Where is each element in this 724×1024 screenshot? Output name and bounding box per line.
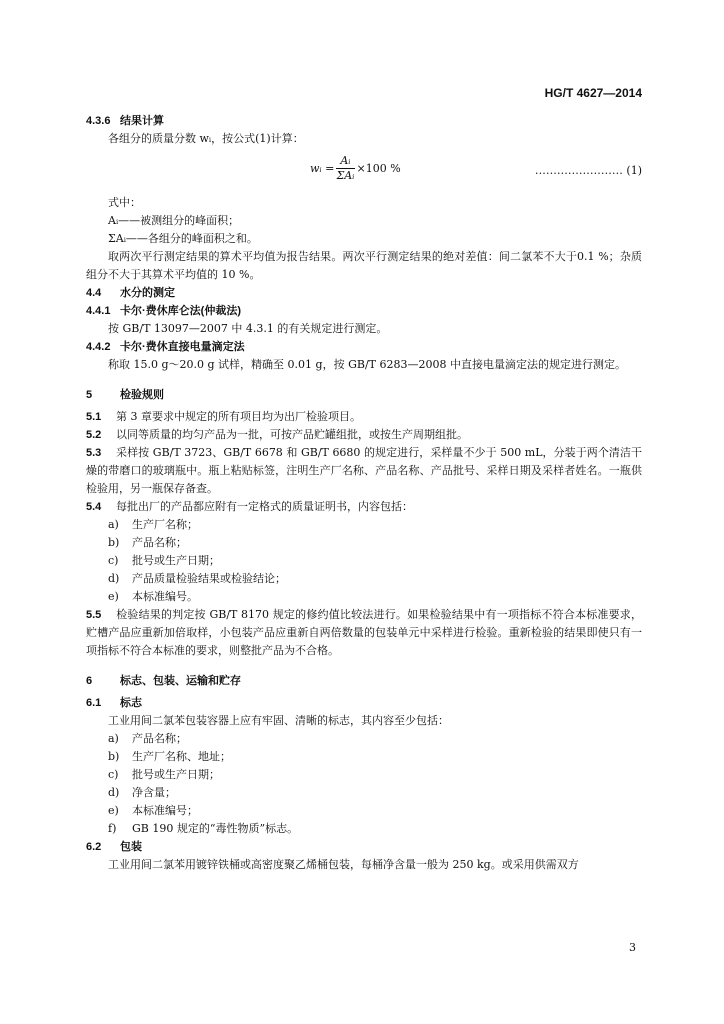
paragraph: 工业用间二氯苯包装容器上应有牢固、清晰的标志，其内容至少包括： — [108, 714, 449, 727]
definition-item: ΣAᵢ——各组分的峰面积之和。 — [108, 232, 258, 245]
clause-number: 5.4 — [86, 501, 102, 513]
section-title: 结果计算 — [120, 115, 164, 127]
clause-number: 5.5 — [86, 609, 102, 621]
clause-text: 每批出厂的产品都应附有一定格式的质量证明书，内容包括： — [116, 500, 413, 513]
list-item: d) 产品质量检验结果或检验结论； — [108, 572, 286, 585]
section-title: 检验规则 — [120, 389, 164, 401]
section-title: 包装 — [120, 841, 142, 853]
standard-number: HG/T 4627—2014 — [544, 86, 642, 100]
section-heading-4-4 — [86, 284, 642, 302]
section-heading-6-2 — [86, 838, 642, 856]
section-heading-4-4-1 — [86, 302, 642, 320]
paragraph: 取两次平行测定结果的算术平均值为报告结果。两次平行测定结果的绝对差值：间二氯苯不大于0.1 %；杂质组分不大于其算术平均值的 10 %。 — [86, 250, 642, 281]
section-number: 6.1 — [86, 697, 102, 709]
clause-text: 采样按 GB/T 3723、GB/T 6678 和 GB/T 6680 的规定进行，采样量不少于 500 mL，分装于两个清洁干燥的带磨口的玻璃瓶中。瓶上粘贴标签，注明生产厂名称、产品名称、产品批号、采样日期及采样者姓名。一瓶供检验用，另一瓶保存备查。 — [86, 446, 642, 495]
list-item: a) 产品名称； — [108, 732, 187, 745]
paragraph: 称取 15.0 g～20.0 g 试样，精确至 0.01 g，按 GB/T 6283—2008 中直接电量滴定法的规定进行测定。 — [108, 358, 626, 371]
page-number: 3 — [629, 941, 636, 954]
where-label: 式中： — [108, 196, 141, 209]
paragraph: 按 GB/T 13097—2007 中 4.3.1 的有关规定进行测定。 — [108, 322, 388, 335]
clause-number: 5.2 — [86, 429, 102, 441]
section-heading-6-1 — [86, 694, 642, 712]
numbered-paragraph — [86, 426, 642, 444]
section-heading-5 — [86, 386, 642, 404]
section-number: 5 — [86, 389, 93, 401]
formula-denominator: ΣAᵢ — [336, 169, 355, 182]
formula-tail: ×100 % — [356, 161, 401, 175]
section-heading-4-3-6 — [86, 112, 642, 130]
section-title: 卡尔·费休库仑法(仲裁法) — [120, 305, 241, 317]
clause-text: 第 3 章要求中规定的所有项目均为出厂检验项目。 — [116, 410, 361, 423]
list-item: d) 净含量； — [108, 786, 176, 799]
definition-item: Aᵢ——被测组分的峰面积； — [108, 214, 240, 227]
section-number: 4.4 — [86, 287, 102, 299]
numbered-paragraph — [86, 408, 642, 426]
list-item: b) 生产厂名称、地址； — [108, 750, 231, 763]
clause-number: 5.3 — [86, 447, 102, 459]
numbered-paragraph — [86, 498, 642, 516]
numbered-paragraph — [86, 444, 642, 498]
section-title: 标志 — [120, 697, 142, 709]
section-heading-6 — [86, 672, 642, 690]
clause-number: 5.1 — [86, 411, 102, 423]
formula-lhs: wᵢ = — [310, 161, 335, 175]
formula-number: …………………… (1) — [534, 164, 642, 177]
paragraph: 各组分的质量分数 wᵢ，按公式(1)计算： — [108, 132, 304, 145]
formula-1 — [86, 150, 642, 190]
list-item: c) 批号或生产日期； — [108, 768, 220, 781]
formula-fraction — [336, 154, 354, 183]
document-body — [86, 112, 642, 874]
section-number: 6 — [86, 675, 93, 687]
numbered-paragraph — [86, 606, 642, 660]
section-number: 4.4.1 — [86, 305, 111, 317]
list-item: a) 生产厂名称； — [108, 518, 198, 531]
paragraph: 工业用间二氯苯用镀锌铁桶或高密度聚乙烯桶包装，每桶净含量一般为 250 kg。或采用供需双方 — [108, 858, 579, 871]
section-number: 4.4.2 — [86, 341, 111, 353]
list-item: f) GB 190 规定的“毒性物质”标志。 — [108, 822, 299, 835]
list-item: b) 产品名称； — [108, 536, 187, 549]
clause-text: 检验结果的判定按 GB/T 8170 规定的修约值比较法进行。如果检验结果中有一项指标不符合本标准要求，贮槽产品应重新加倍取样，小包装产品应重新自两倍数量的包装单元中采样进行检验。重新检验的结果即使只有一项指标不符合本标准的要求，则整批产品为不合格。 — [86, 608, 642, 657]
section-number: 6.2 — [86, 841, 102, 853]
list-item: e) 本标准编号； — [108, 804, 198, 817]
list-item: e) 本标准编号。 — [108, 590, 198, 603]
section-title: 卡尔·费休直接电量滴定法 — [120, 341, 245, 353]
section-title: 水分的测定 — [120, 287, 175, 299]
clause-text: 以同等质量的均匀产品为一批，可按产品贮罐组批，或按生产周期组批。 — [116, 428, 468, 441]
formula-numerator: Aᵢ — [336, 154, 354, 169]
list-item: c) 批号或生产日期； — [108, 554, 220, 567]
section-title: 标志、包装、运输和贮存 — [120, 675, 241, 687]
section-number: 4.3.6 — [86, 115, 111, 127]
section-heading-4-4-2 — [86, 338, 642, 356]
